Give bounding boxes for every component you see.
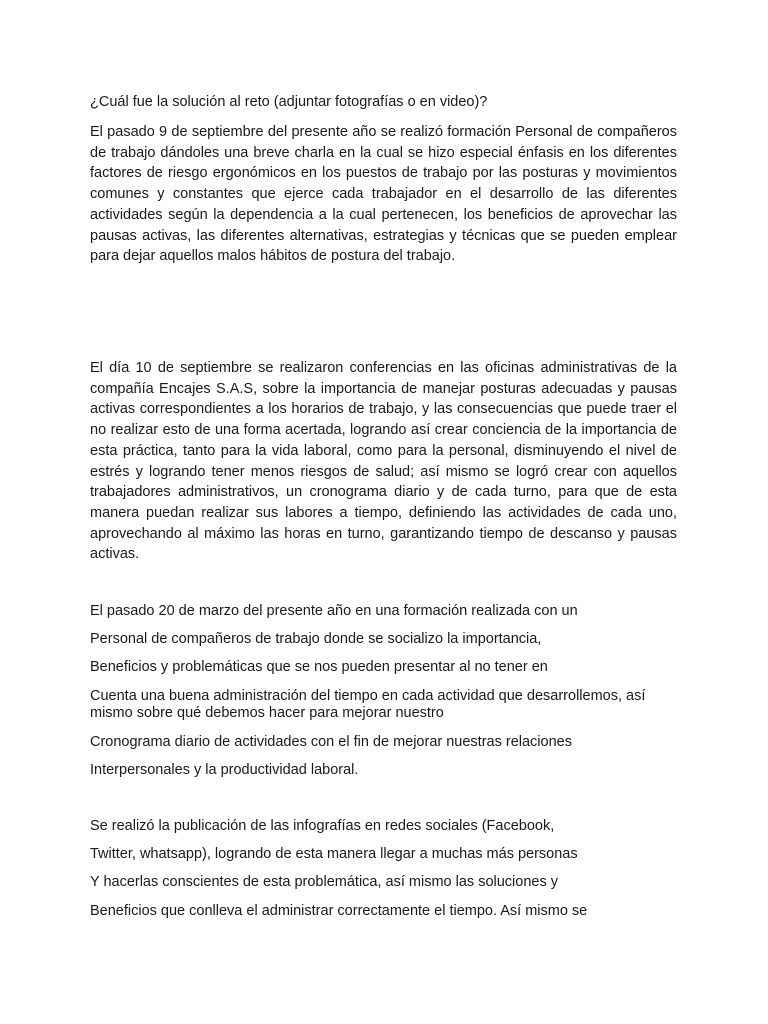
text-line: Y hacerlas conscientes de esta problemática, así mismo las soluciones y	[90, 874, 558, 890]
text-line: El pasado 20 de marzo del presente año en una formación realizada con un	[90, 603, 578, 619]
text-line: Twitter, whatsapp), logrando de esta manera llegar a muchas más personas	[90, 846, 578, 862]
paragraph-september-10: El día 10 de septiembre se realizaron conferencias en las oficinas administrativas de la compañía Encajes S.A.S, sobre la importancia de manejar posturas adecuadas y pausas activas correspondientes a los horarios de trabajo, y las consecuencias que puede traer el no realizar esto de una forma acertada, logrando así crear conciencia de la importancia de esta práctica, tanto para la vida laboral, como para la personal, disminuyendo el nivel de estrés y logrando tener menos riesgos de salud; así mismo se logró crear con aquellos trabajadores administrativos, un cronograma diario y de cada turno, para que de esta manera puedan realizar sus labores a tiempo, definiendo las actividades de cada uno, aprovechando al máximo las horas en turno, garantizando tiempo de descanso y pausas activas.	[90, 360, 677, 563]
paragraph-september-9: El pasado 9 de septiembre del presente año se realizó formación Personal de compañeros de trabajo dándoles una breve charla en la cual se hizo especial énfasis en los diferentes factores de riesgo ergonómicos en los puestos de trabajo por las posturas y movimientos comunes y constantes que ejerce cada trabajador en el desarrollo de las diferentes actividades según la dependencia a la cual pertenecen, los beneficios de aprovechar las pausas activas, las diferentes alternativas, estrategias y técnicas que se pueden emplear para dejar aquellos malos hábitos de postura del trabajo.	[90, 124, 677, 265]
text-line: Interpersonales y la productividad laboral.	[90, 762, 359, 778]
text-line: Se realizó la publicación de las infografías en redes sociales (Facebook,	[90, 818, 555, 834]
text-line: Cuenta una buena administración del tiempo en cada actividad que desarrollemos, así mismo sobre qué debemos hacer para mejorar nuestro	[90, 688, 646, 721]
text-line: Personal de compañeros de trabajo donde se socializo la importancia,	[90, 631, 542, 647]
text-line: Beneficios y problemáticas que se nos pueden presentar al no tener en	[90, 659, 548, 675]
text-line: Beneficios que conlleva el administrar correctamente el tiempo. Así mismo se	[90, 903, 588, 919]
question-heading: ¿Cuál fue la solución al reto (adjuntar fotografías o en video)?	[90, 94, 488, 110]
text-line: Cronograma diario de actividades con el fin de mejorar nuestras relaciones	[90, 734, 572, 750]
